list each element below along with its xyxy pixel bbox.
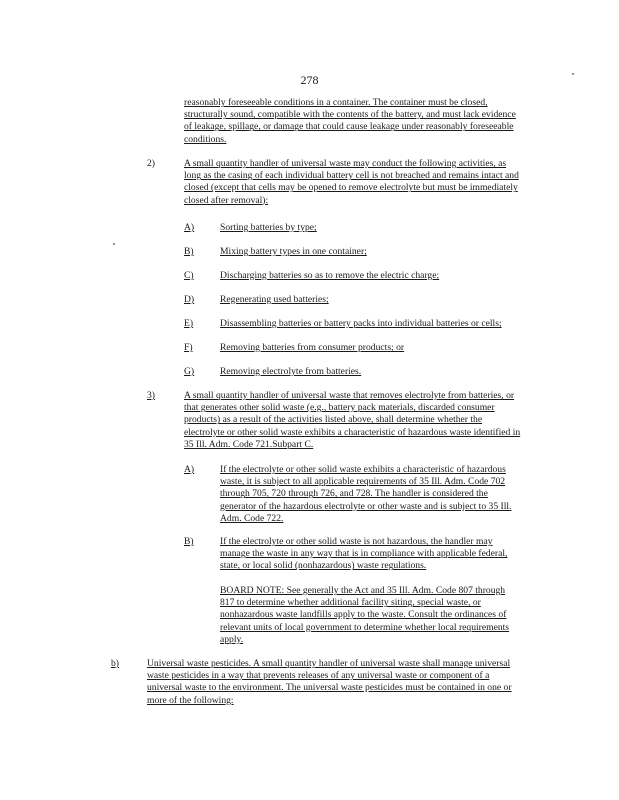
item-2-B-text: Mixing battery types in one container;: [220, 246, 367, 257]
item-2-B-label: B): [184, 246, 194, 257]
text-line: waste pesticides in a way that prevents releases of any universal waste or component of a: [147, 670, 490, 682]
item-2-F-label: F): [184, 342, 193, 353]
page-number: 278: [300, 73, 319, 87]
item-2-label: 2): [147, 158, 155, 169]
scan-speck: [113, 243, 115, 245]
text-line: If the electrolyte or other solid waste is not hazardous, the handler may: [220, 536, 493, 547]
item-2-E-label: E): [184, 318, 194, 329]
text-line: apply.: [220, 633, 244, 645]
text-line: that generates other solid waste (e.g., battery pack materials, discarded consumer: [184, 402, 495, 414]
text-line: state, or local solid (nonhazardous) waste regulations.: [220, 560, 427, 572]
item-b-paragraph: [147, 658, 512, 707]
text-line: through 705, 720 through 726, and 728. The handler is considered the: [220, 488, 488, 500]
item-2-E-text: Disassembling batteries or battery packs into individual batteries or cells;: [220, 318, 502, 329]
text-line: manage the waste in any way that is in compliance with applicable federal,: [220, 548, 508, 560]
item-2-D-label: D): [184, 294, 195, 305]
text-line: 35 Ill. Adm. Code 721.Subpart C.: [184, 438, 314, 450]
text-line: A small quantity handler of universal waste that removes electrolyte from batteries, or: [184, 390, 515, 401]
item-3-B-paragraph: [220, 536, 507, 573]
text-line: conditions.: [184, 133, 227, 145]
text-line: electrolyte or other solid waste exhibits a characteristic of hazardous waste identified in: [184, 426, 521, 438]
item-2-C-text: Discharging batteries so as to remove the electric charge;: [220, 270, 440, 281]
text-line: structurally sound, compatible with the contents of the battery, and must lack evidence: [184, 109, 516, 121]
item-3-B-label: B): [184, 536, 194, 547]
item-2-G-label: G): [184, 366, 195, 377]
text-line: If the electrolyte or other solid waste exhibits a characteristic of hazardous: [220, 464, 506, 475]
text-line: closed (except that cells may be opened to remove electrolyte but must be immediately: [184, 182, 518, 194]
item-2-D-text: Regenerating used batteries;: [220, 294, 329, 305]
item-2-A-label: A): [184, 222, 195, 233]
item-2-paragraph: [184, 158, 519, 207]
text-line: reasonably foreseeable conditions in a container. The container must be closed,: [184, 97, 488, 108]
item-b-label: b): [111, 658, 119, 669]
text-line: universal waste to the environment. The universal waste pesticides must be contained in one or: [147, 682, 512, 694]
text-line: closed after removal):: [184, 194, 269, 206]
text-line: nonhazardous waste landfills apply to the waste. Consult the ordinances of: [220, 609, 507, 621]
item-3-A-paragraph: [220, 464, 511, 525]
text-line: waste, it is subject to all applicable requirements of 35 Ill. Adm. Code 702: [220, 476, 506, 488]
item-2-G-text: Removing electrolyte from batteries.: [220, 366, 362, 377]
text-line: A small quantity handler of universal waste may conduct the following activities, as: [184, 158, 507, 169]
item-3-A-label: A): [184, 464, 195, 475]
intro-paragraph: [184, 97, 516, 146]
board-note: [220, 585, 509, 646]
text-line: long as the casing of each individual battery cell is not breached and remains intact and: [184, 170, 519, 182]
text-line: relevant units of local government to determine whether local requirements: [220, 621, 510, 633]
text-line: BOARD NOTE: See generally the Act and 35 Ill. Adm. Code 807 through: [220, 585, 506, 596]
item-3-label: 3): [147, 390, 155, 401]
text-line: generator of the hazardous electrolyte or other waste and is subject to 35 Ill.: [220, 500, 512, 512]
item-2-A-text: Sorting batteries by type;: [220, 222, 317, 233]
item-3-paragraph: [184, 390, 520, 451]
text-line: Universal waste pesticides. A small quantity handler of universal waste shall manage universal: [147, 658, 511, 669]
item-2-F-text: Removing batteries from consumer products; or: [220, 342, 405, 353]
text-line: Adm. Code 722.: [220, 512, 284, 524]
item-2-C-label: C): [184, 270, 194, 281]
text-line: of leakage, spillage, or damage that could cause leakage under reasonably foreseeable: [184, 121, 514, 133]
text-line: more of the following:: [147, 694, 234, 706]
scan-speck: [572, 73, 574, 75]
text-line: products) as a result of the activities listed above, shall determine whether the: [184, 414, 483, 426]
text-line: 817 to determine whether additional facility siting, special waste, or: [220, 597, 481, 609]
